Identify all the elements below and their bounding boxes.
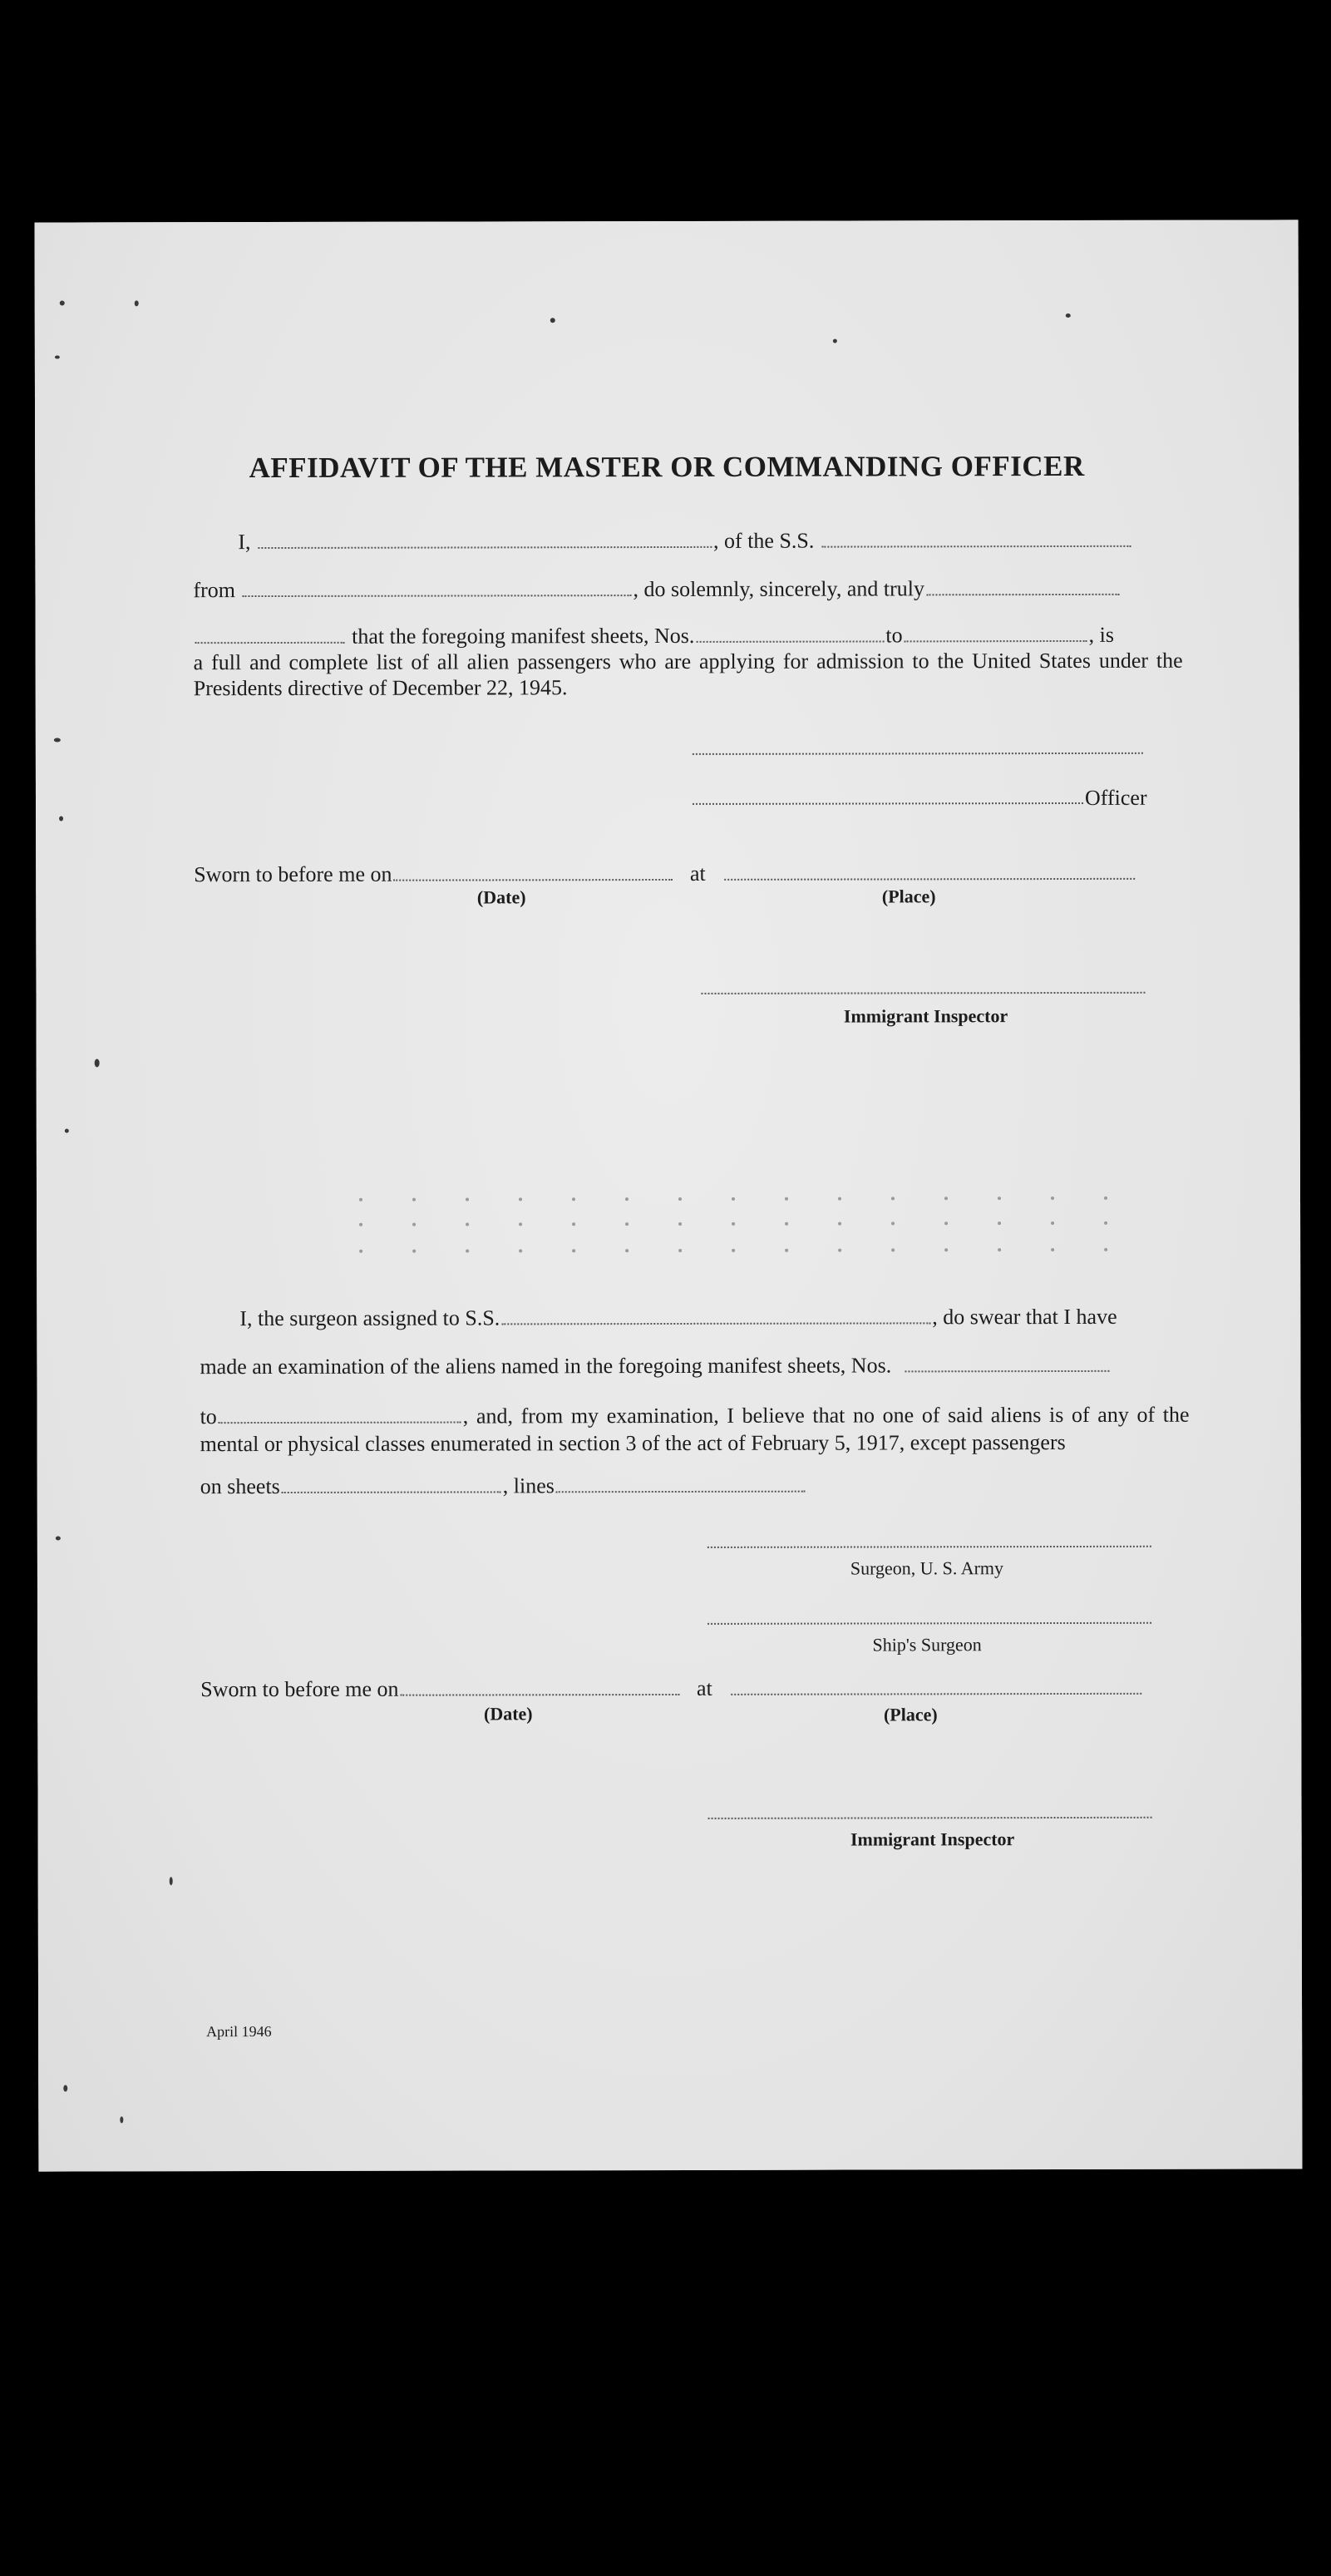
scan-speck: [55, 356, 60, 359]
sworn-place-field[interactable]: [724, 861, 1135, 881]
ship-surgeon-label: Ship's Surgeon: [872, 1634, 982, 1656]
surgeon-statement: , and, from my examination, I believe that no one of said aliens is of any of the mental or physical classes enumerated in section 3 of the act of February 5, 1917, except passengers: [200, 1402, 1190, 1457]
bleed-through-dot: [998, 1197, 1001, 1200]
sheets-to-field[interactable]: [905, 624, 1087, 642]
surgeon-date-caption: (Date): [483, 1703, 533, 1725]
surgeon-sworn-label: Sworn to before me on: [200, 1676, 399, 1702]
bleed-through-dot: [1104, 1197, 1107, 1200]
bleed-through-dot: [359, 1198, 362, 1202]
bleed-through-dot: [732, 1197, 735, 1201]
scan-speck: [60, 301, 65, 306]
departure-port-field[interactable]: [242, 578, 631, 597]
scan-speck: [59, 817, 63, 822]
signature-line-1[interactable]: [693, 753, 1143, 755]
bleed-through-dot: [1051, 1221, 1054, 1225]
bleed-through-dot: [678, 1249, 682, 1252]
army-surgeon-label: Surgeon, U. S. Army: [850, 1557, 1004, 1579]
bleed-through-dot: [838, 1249, 841, 1252]
bleed-through-dot: [466, 1198, 469, 1202]
affidavit-manifest-label: that the foregoing manifest sheets, Nos.: [352, 623, 695, 649]
scan-speck: [54, 738, 61, 743]
bleed-through-dot: [466, 1223, 469, 1226]
bleed-through-dot: [466, 1250, 469, 1253]
bleed-through-dot: [944, 1248, 948, 1251]
surgeon-inspector-signature-line[interactable]: [708, 1817, 1152, 1819]
oath-continued-field[interactable]: [195, 625, 345, 644]
affidavit-solemnly-label: , do solemnly, sincerely, and truly: [633, 576, 925, 602]
affidavit-line-3: [194, 623, 1114, 649]
ship-surgeon-signature-line[interactable]: [707, 1622, 1151, 1625]
bleed-through-dot: [838, 1197, 841, 1201]
bleed-through-dot: [359, 1223, 362, 1226]
surgeon-at-label: at: [696, 1675, 712, 1700]
surgeon-sheets-to-field[interactable]: [219, 1405, 461, 1424]
master-name-field[interactable]: [258, 530, 712, 549]
scan-speck: [63, 2085, 67, 2092]
bleed-through-dot: [838, 1222, 841, 1226]
affidavit-i-label: I,: [238, 530, 251, 555]
sworn-line-master: [194, 861, 1136, 887]
bleed-through-dot: [625, 1197, 629, 1201]
bleed-through-dot: [944, 1197, 948, 1200]
bleed-through-dot: [732, 1249, 735, 1252]
scan-speck: [95, 1059, 100, 1067]
bleed-through-dot: [732, 1222, 735, 1226]
scan-speck: [550, 318, 555, 323]
bleed-through-dot: [1051, 1248, 1054, 1251]
bleed-through-dot: [998, 1248, 1001, 1251]
bleed-through-dot: [572, 1222, 575, 1226]
affidavit-from-label: from: [193, 578, 236, 603]
bleed-through-dot: [785, 1249, 788, 1252]
bleed-through-dot: [625, 1249, 629, 1252]
scan-speck: [1066, 313, 1071, 318]
bleed-through-dot: [625, 1222, 629, 1226]
place-caption: (Place): [881, 886, 936, 907]
surgeon-swear-label: , do swear that I have: [932, 1304, 1117, 1330]
form-page: [35, 220, 1303, 2171]
surgeon-to-label: to: [200, 1404, 217, 1429]
surgeon-line-1: [239, 1305, 1117, 1331]
surgeon-ss-label: I, the surgeon assigned to S.S.: [239, 1305, 500, 1331]
bleed-through-dot: [519, 1197, 522, 1201]
scan-speck: [120, 2116, 123, 2123]
bleed-through-dot: [891, 1248, 895, 1251]
bleed-through-dot: [412, 1250, 416, 1253]
surgeon-sheets-label: on sheets: [200, 1473, 280, 1499]
surgeon-sworn-place-field[interactable]: [731, 1676, 1141, 1695]
bleed-through-dot: [891, 1197, 895, 1200]
scan-speck: [65, 1129, 69, 1133]
signature-line-2[interactable]: [693, 802, 1083, 805]
bleed-through-dot: [998, 1221, 1001, 1225]
bleed-through-dot: [572, 1197, 575, 1201]
sheets-from-field[interactable]: [696, 624, 884, 642]
officer-label: Officer: [1084, 785, 1147, 810]
excepted-sheets-field[interactable]: [282, 1474, 501, 1493]
surgeon-line-2: [200, 1353, 1111, 1379]
form-title: AFFIDAVIT OF THE MASTER OR COMMANDING OFFICER: [249, 449, 1085, 485]
bleed-through-dot: [572, 1249, 575, 1252]
affidavit-to-label: to: [885, 623, 903, 648]
surgeon-sworn-date-field[interactable]: [400, 1677, 679, 1696]
inspector-signature-line[interactable]: [701, 992, 1145, 994]
bleed-through-dot: [944, 1221, 948, 1225]
bleed-through-dot: [678, 1197, 682, 1201]
scan-speck: [135, 300, 139, 306]
affidavit-statement: a full and complete list of all alien passengers who are applying for admission to the United States under the Presidents directive of December 22, 1945.: [193, 648, 1183, 701]
at-label: at: [689, 861, 706, 886]
surgeon-place-caption: (Place): [883, 1704, 938, 1725]
bleed-through-dot: [891, 1221, 895, 1225]
bleed-through-dot: [785, 1197, 788, 1201]
bleed-through-dot: [519, 1222, 522, 1226]
date-caption: (Date): [476, 886, 526, 908]
scan-speck: [833, 339, 837, 343]
sworn-line-surgeon: [200, 1675, 1143, 1702]
bleed-through-dot: [359, 1250, 362, 1253]
oath-field[interactable]: [926, 577, 1119, 595]
surgeon-line-4: [200, 1473, 807, 1500]
bleed-through-dot: [1104, 1221, 1107, 1225]
bleed-through-dot: [519, 1249, 522, 1252]
bleed-through-dot: [412, 1198, 416, 1202]
surgeon-exam-label: made an examination of the aliens named in the foregoing manifest sheets, Nos.: [200, 1353, 892, 1379]
sworn-date-field[interactable]: [393, 862, 673, 881]
surgeon-lines-label: , lines: [502, 1473, 555, 1498]
scan-speck: [56, 1537, 61, 1541]
scan-speck: [170, 1877, 173, 1885]
affidavit-line-2: [193, 576, 1121, 603]
army-surgeon-signature-line[interactable]: [707, 1546, 1151, 1548]
inspector-label: Immigrant Inspector: [843, 1005, 1008, 1027]
affidavit-is-label: , is: [1088, 622, 1114, 647]
affidavit-line-1: [238, 528, 1132, 555]
surgeon-ship-field[interactable]: [501, 1305, 930, 1325]
bleed-through-dot: [1051, 1197, 1054, 1200]
ship-name-field[interactable]: [821, 529, 1131, 548]
surgeon-inspector-label: Immigrant Inspector: [850, 1828, 1015, 1850]
bleed-through-dot: [412, 1223, 416, 1226]
sworn-label: Sworn to before me on: [194, 861, 392, 887]
excepted-lines-field[interactable]: [556, 1474, 806, 1493]
bleed-through-dots: [35, 220, 1299, 222]
affidavit-ss-label: , of the S.S.: [712, 528, 815, 553]
surgeon-sheets-from-field[interactable]: [905, 1354, 1110, 1373]
form-revision-date: April 1946: [206, 2023, 272, 2041]
bleed-through-dot: [678, 1222, 682, 1226]
surgeon-line-3: [200, 1401, 1190, 1458]
bleed-through-dot: [785, 1222, 788, 1226]
bleed-through-dot: [1104, 1248, 1107, 1251]
